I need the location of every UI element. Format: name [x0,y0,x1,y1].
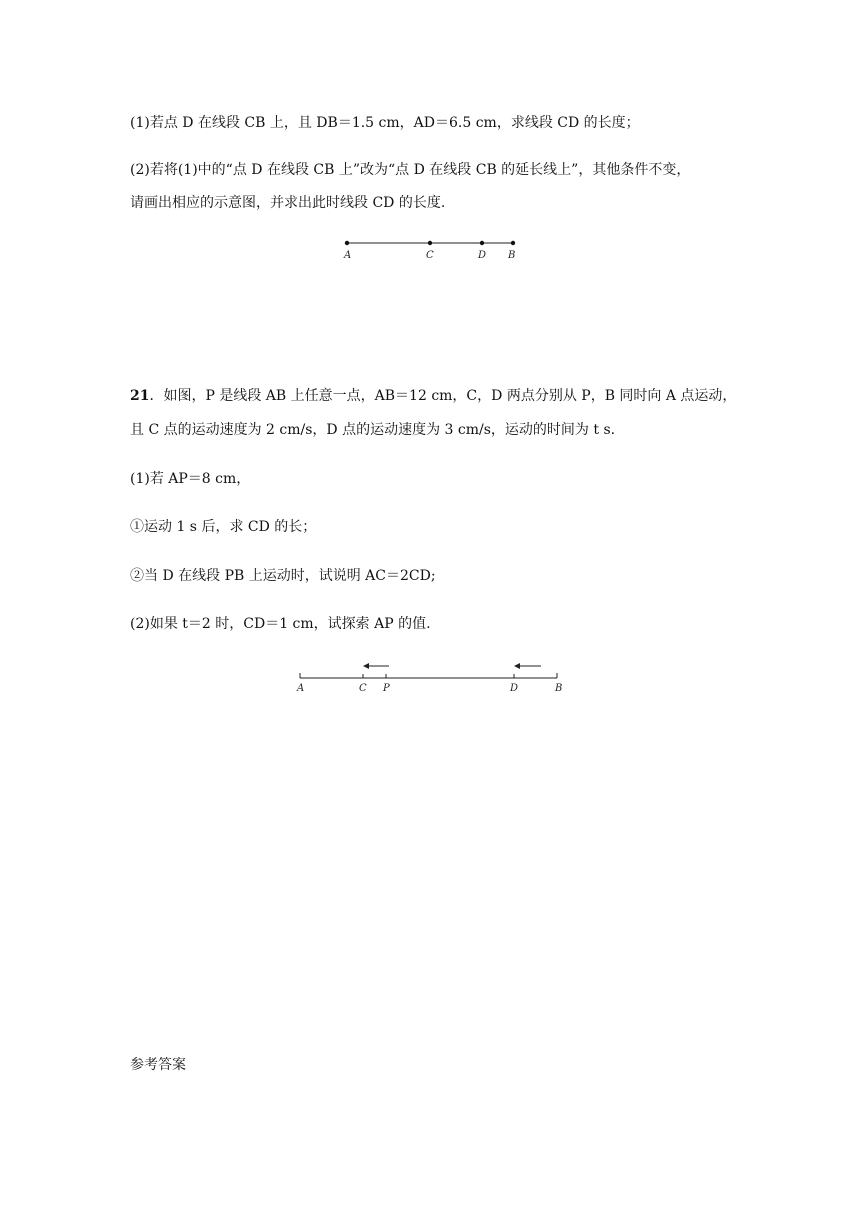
problem-part1-q1: (1)若点 D 在线段 CB 上，且 DB＝1.5 cm，AD＝6.5 cm，求线段 CD 的长度； [130,115,640,131]
figure-2-label-c: C [359,683,367,694]
figure-2-label-p: P [383,683,390,694]
figure-1-point-d [480,241,484,245]
arrow-left-icon [363,663,389,669]
figure-2-label-b: B [555,683,563,694]
figure-1-label-d: D [478,250,487,261]
figure-2-label-a: A [297,683,305,694]
figure-1-point-a [345,241,349,245]
question-21-stem-line2: 且 C 点的运动速度为 2 cm/s，D 点的运动速度为 3 cm/s，运动的时间为 t s. [130,422,616,438]
figure-2-label-d: D [510,683,519,694]
arrow-left-icon [514,663,541,669]
problem-part1-q2-line2: 请画出相应的示意图，并求出此时线段 CD 的长度. [130,195,446,211]
figure-1-point-c [428,241,432,245]
question-21-sub1: (1)若 AP＝8 cm， [130,471,251,487]
answers-heading: 参考答案 [130,1057,186,1073]
question-21-sub2: (2)如果 t＝2 时，CD＝1 cm，试探索 AP 的值. [130,616,431,632]
figure-1-label-c: C [426,250,434,261]
figure-1-point-b [511,241,515,245]
figure-1-label-b: B [508,250,516,261]
question-number: 21 [130,388,150,404]
figure-2 [296,663,562,694]
question-21-sub1-b: ②当 D 在线段 PB 上运动时，试说明 AC＝2CD; [130,568,436,584]
question-21-stem-text: ．如图，P 是线段 AB 上任意一点，AB＝12 cm，C，D 两点分别从 P，B 同时向 A 点运动， [149,388,737,404]
question-21-sub1-a: ①运动 1 s 后，求 CD 的长； [130,519,317,535]
question-21-stem-line1 [130,386,736,406]
problem-part1-q2-line1: (2)若将(1)中的“点 D 在线段 CB 上”改为“点 D 在线段 CB 的延长线上”，其他条件不变， [130,162,691,178]
figure-1 [343,241,515,261]
figure-1-label-a: A [344,250,352,261]
